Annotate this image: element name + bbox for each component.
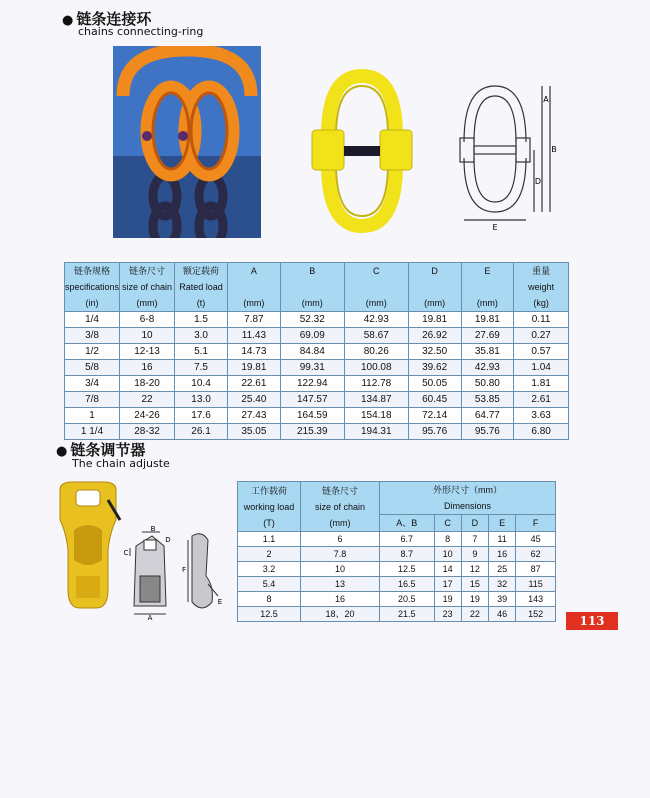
header-spec: 链条规格 specifications (in) bbox=[65, 263, 120, 312]
table-row bbox=[65, 360, 569, 376]
table-cell: 8.7 bbox=[380, 547, 435, 562]
table-cell: 23 bbox=[434, 607, 461, 622]
table-cell: 12.5 bbox=[380, 562, 435, 577]
table-row bbox=[238, 547, 556, 562]
table-cell: 0.11 bbox=[514, 312, 569, 328]
table-cell: 52.32 bbox=[280, 312, 344, 328]
table-cell: 95.76 bbox=[461, 424, 514, 440]
table-cell: 26.1 bbox=[175, 424, 228, 440]
table-cell: 10 bbox=[120, 328, 175, 344]
table-cell: 134.87 bbox=[344, 392, 408, 408]
table-cell: 99.31 bbox=[280, 360, 344, 376]
table-cell: 1.81 bbox=[514, 376, 569, 392]
table-row bbox=[65, 344, 569, 360]
table-cell: 53.85 bbox=[461, 392, 514, 408]
table-cell: 19.81 bbox=[228, 360, 281, 376]
table-cell: 2.61 bbox=[514, 392, 569, 408]
table-cell: 84.84 bbox=[280, 344, 344, 360]
table-header-row bbox=[238, 482, 556, 515]
table-header-row bbox=[65, 263, 569, 312]
header-c: C (mm) bbox=[344, 263, 408, 312]
table-cell: 25 bbox=[489, 562, 516, 577]
table-cell: 194.31 bbox=[344, 424, 408, 440]
table-cell: 5.1 bbox=[175, 344, 228, 360]
table-cell: 27.43 bbox=[228, 408, 281, 424]
table-cell: 16 bbox=[301, 592, 380, 607]
header-chain-size: 链条尺寸 size of chain (mm) bbox=[301, 482, 380, 532]
table-cell: 122.94 bbox=[280, 376, 344, 392]
adjuster-spec-table bbox=[237, 481, 556, 622]
table-cell: 215.39 bbox=[280, 424, 344, 440]
table-cell: 22.61 bbox=[228, 376, 281, 392]
section1-subtitle: chains connecting-ring bbox=[78, 25, 204, 38]
header-ab: A、B bbox=[380, 515, 435, 532]
table-cell: 19 bbox=[434, 592, 461, 607]
table-cell: 22 bbox=[461, 607, 488, 622]
table-cell: 6.80 bbox=[514, 424, 569, 440]
table-cell: 12-13 bbox=[120, 344, 175, 360]
table-cell: 21.5 bbox=[380, 607, 435, 622]
table-row bbox=[65, 328, 569, 344]
orange-rings-photo bbox=[113, 46, 261, 238]
table-cell: 11.43 bbox=[228, 328, 281, 344]
table-cell: 17.6 bbox=[175, 408, 228, 424]
header-dimensions: 外形尺寸（mm） Dimensions bbox=[380, 482, 556, 515]
table-cell: 3.63 bbox=[514, 408, 569, 424]
table-cell: 1/4 bbox=[65, 312, 120, 328]
table-cell: 2 bbox=[238, 547, 301, 562]
table-cell: 0.27 bbox=[514, 328, 569, 344]
adjuster-photo bbox=[52, 480, 124, 612]
label-b: B bbox=[551, 145, 557, 154]
table-cell: 18、20 bbox=[301, 607, 380, 622]
label-a2: A bbox=[147, 614, 153, 620]
bullet-icon: ● bbox=[56, 444, 68, 459]
header-weight: 重量 weight (kg) bbox=[514, 263, 569, 312]
label-d2: D bbox=[165, 536, 171, 544]
table-cell: 154.18 bbox=[344, 408, 408, 424]
table-cell: 3.2 bbox=[238, 562, 301, 577]
table-row bbox=[238, 562, 556, 577]
table-row bbox=[65, 408, 569, 424]
table-cell: 1 bbox=[65, 408, 120, 424]
table-cell: 9 bbox=[461, 547, 488, 562]
table-cell: 112.78 bbox=[344, 376, 408, 392]
table-row bbox=[238, 532, 556, 547]
table-cell: 50.05 bbox=[408, 376, 461, 392]
table-cell: 25.40 bbox=[228, 392, 281, 408]
table-cell: 62 bbox=[516, 547, 556, 562]
ring-diagram bbox=[450, 80, 570, 230]
table-cell: 1.5 bbox=[175, 312, 228, 328]
table-cell: 8 bbox=[238, 592, 301, 607]
table-cell: 26.92 bbox=[408, 328, 461, 344]
table-cell: 3.0 bbox=[175, 328, 228, 344]
table-row bbox=[238, 577, 556, 592]
table-cell: 58.67 bbox=[344, 328, 408, 344]
table-cell: 72.14 bbox=[408, 408, 461, 424]
table-cell: 17 bbox=[434, 577, 461, 592]
table-cell: 5/8 bbox=[65, 360, 120, 376]
table-cell: 27.69 bbox=[461, 328, 514, 344]
table-cell: 22 bbox=[120, 392, 175, 408]
table-cell: 7 bbox=[461, 532, 488, 547]
table-cell: 3/4 bbox=[65, 376, 120, 392]
table-cell: 147.57 bbox=[280, 392, 344, 408]
table-cell: 69.09 bbox=[280, 328, 344, 344]
header-f: F bbox=[516, 515, 556, 532]
table-cell: 95.76 bbox=[408, 424, 461, 440]
table-cell: 50.80 bbox=[461, 376, 514, 392]
table-cell: 39 bbox=[489, 592, 516, 607]
bullet-icon: ● bbox=[62, 13, 74, 28]
header-load: 额定载荷 Rated load (t) bbox=[175, 263, 228, 312]
table-cell: 3/8 bbox=[65, 328, 120, 344]
table-cell: 12 bbox=[461, 562, 488, 577]
table-cell: 16 bbox=[489, 547, 516, 562]
table-cell: 7.5 bbox=[175, 360, 228, 376]
label-d: D bbox=[534, 177, 542, 186]
table-cell: 20.5 bbox=[380, 592, 435, 607]
section2-title: ● 链条调节器 bbox=[56, 441, 146, 459]
table-cell: 14 bbox=[434, 562, 461, 577]
table-cell: 115 bbox=[516, 577, 556, 592]
label-f2: F bbox=[181, 566, 187, 574]
table-row bbox=[65, 392, 569, 408]
header-working-load: 工作载荷 working load (T) bbox=[238, 482, 301, 532]
table-cell: 1.04 bbox=[514, 360, 569, 376]
section1-title: ● 链条连接环 bbox=[62, 10, 152, 28]
table-cell: 28-32 bbox=[120, 424, 175, 440]
header-a: A (mm) bbox=[228, 263, 281, 312]
label-c2: C bbox=[123, 549, 129, 557]
table-cell: 60.45 bbox=[408, 392, 461, 408]
header-size: 链条尺寸 size of chain (mm) bbox=[120, 263, 175, 312]
table-cell: 8 bbox=[434, 532, 461, 547]
table-cell: 12.5 bbox=[238, 607, 301, 622]
table-cell: 6-8 bbox=[120, 312, 175, 328]
table-row bbox=[65, 312, 569, 328]
table-cell: 5.4 bbox=[238, 577, 301, 592]
table-cell: 32 bbox=[489, 577, 516, 592]
table-cell: 13.0 bbox=[175, 392, 228, 408]
table-cell: 7.87 bbox=[228, 312, 281, 328]
table-row bbox=[238, 607, 556, 622]
table-cell: 16 bbox=[120, 360, 175, 376]
label-e: E bbox=[492, 223, 498, 230]
table-cell: 19 bbox=[461, 592, 488, 607]
table-cell: 19.81 bbox=[461, 312, 514, 328]
section2-subtitle: The chain adjuste bbox=[72, 457, 170, 470]
table-cell: 0.57 bbox=[514, 344, 569, 360]
table-row bbox=[238, 592, 556, 607]
table-cell: 87 bbox=[516, 562, 556, 577]
table-cell: 6 bbox=[301, 532, 380, 547]
table-cell: 24-26 bbox=[120, 408, 175, 424]
page-number-badge: 113 bbox=[566, 612, 618, 630]
table-cell: 100.08 bbox=[344, 360, 408, 376]
table-cell: 10.4 bbox=[175, 376, 228, 392]
table-cell: 18-20 bbox=[120, 376, 175, 392]
table-cell: 35.81 bbox=[461, 344, 514, 360]
table-cell: 7/8 bbox=[65, 392, 120, 408]
table-cell: 1.1 bbox=[238, 532, 301, 547]
table-row bbox=[65, 376, 569, 392]
table-cell: 64.77 bbox=[461, 408, 514, 424]
table-cell: 164.59 bbox=[280, 408, 344, 424]
table-row bbox=[65, 424, 569, 440]
table-cell: 42.93 bbox=[344, 312, 408, 328]
header-d: D (mm) bbox=[408, 263, 461, 312]
table-cell: 16.5 bbox=[380, 577, 435, 592]
table-cell: 152 bbox=[516, 607, 556, 622]
adjuster-diagram bbox=[122, 526, 230, 620]
table-cell: 35.05 bbox=[228, 424, 281, 440]
header-e: E (mm) bbox=[461, 263, 514, 312]
table-cell: 14.73 bbox=[228, 344, 281, 360]
table-cell: 42.93 bbox=[461, 360, 514, 376]
header-d: D bbox=[461, 515, 488, 532]
label-a: A bbox=[543, 95, 549, 104]
rings-spec-table bbox=[64, 262, 569, 440]
table-cell: 80.26 bbox=[344, 344, 408, 360]
label-e2: E bbox=[217, 598, 223, 606]
table-cell: 15 bbox=[461, 577, 488, 592]
table-cell: 13 bbox=[301, 577, 380, 592]
table-cell: 45 bbox=[516, 532, 556, 547]
table-cell: 19.81 bbox=[408, 312, 461, 328]
yellow-ring-photo bbox=[298, 66, 426, 236]
table-cell: 6.7 bbox=[380, 532, 435, 547]
table-cell: 46 bbox=[489, 607, 516, 622]
header-c: C bbox=[434, 515, 461, 532]
table-cell: 11 bbox=[489, 532, 516, 547]
header-b: B (mm) bbox=[280, 263, 344, 312]
table-cell: 1/2 bbox=[65, 344, 120, 360]
label-b2: B bbox=[150, 526, 156, 533]
table-cell: 1 1/4 bbox=[65, 424, 120, 440]
header-e: E bbox=[489, 515, 516, 532]
table-cell: 10 bbox=[434, 547, 461, 562]
table-cell: 7.8 bbox=[301, 547, 380, 562]
table-cell: 10 bbox=[301, 562, 380, 577]
table-cell: 39.62 bbox=[408, 360, 461, 376]
table-cell: 143 bbox=[516, 592, 556, 607]
table-cell: 32.50 bbox=[408, 344, 461, 360]
